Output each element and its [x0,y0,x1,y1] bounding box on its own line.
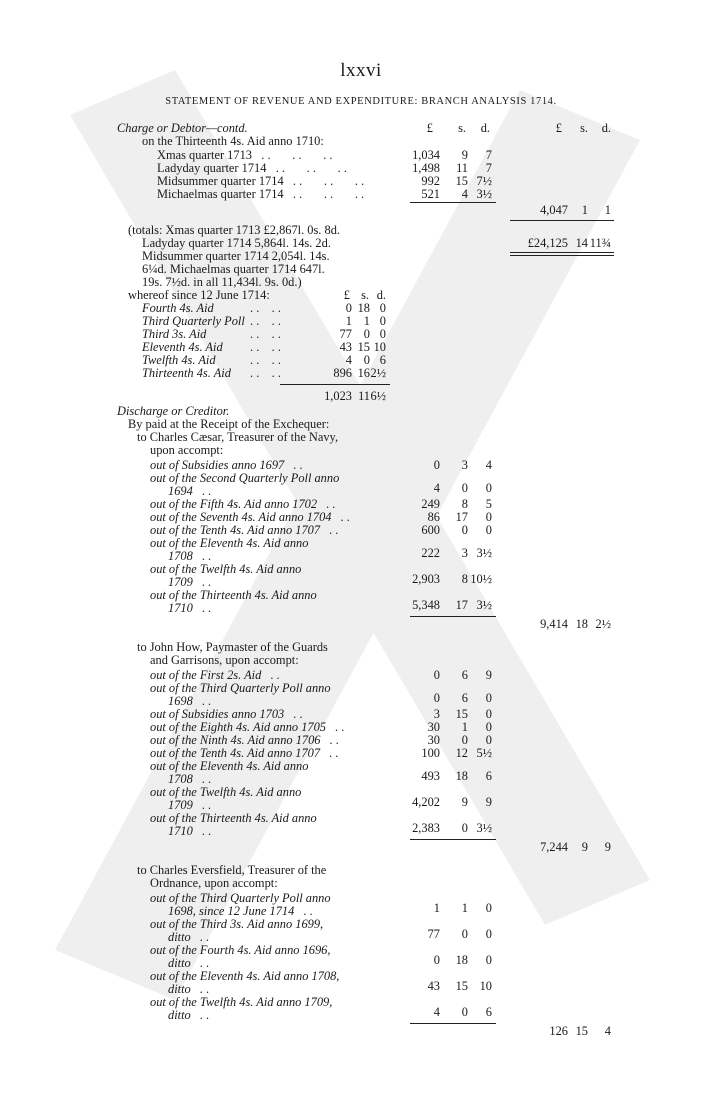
unit-pence-col2: d. [601,121,611,135]
item-label: out of the Thirteenth 4s. Aid anno [150,811,317,825]
g0-item-3-pounds: 86 [427,510,440,524]
g0-item-0-shillings: 3 [461,458,468,472]
g1-item-8-pence: 3½ [476,821,492,835]
g0-item-2-pounds: 249 [421,497,440,511]
unit-shillings-col2: s. [580,121,588,135]
whereof-4-pounds: 4 [345,353,352,367]
g2-item-0-shillings: 1 [461,901,468,915]
leader-dots: . . . . [250,340,281,354]
quarter-3-pence: 3½ [476,187,492,201]
g1-item-7-pence: 9 [485,795,492,809]
totals-note-line: 19s. 7½d. in all 11,434l. 9s. 0d.) [142,275,302,289]
g2-item-3-pence: 10 [479,979,492,993]
whereof-total-shillings: 11 [358,389,370,403]
g1-item-6-pounds: 493 [421,769,440,783]
totals-note-line: (totals: Xmas quarter 1713 £2,867l. 0s. 8d. [128,223,340,237]
g1-item-4-pence: 0 [485,733,492,747]
group-rule [410,839,496,840]
item-label: out of the Third 3s. Aid anno 1699, [150,917,324,931]
whereof-4-pence: 6 [379,353,386,367]
whereof-total-pounds: 1,023 [324,389,352,403]
g0-item-1-pence: 0 [485,481,492,495]
item-label: ditto . . [168,1008,210,1022]
whereof-1-pounds: 1 [345,314,352,328]
payee-line: to Charles Cæsar, Treasurer of the Navy, [137,430,339,444]
page-heading: STATEMENT OF REVENUE AND EXPENDITURE: BRANCH ANALYSIS 1714. [165,96,557,107]
item-label: out of the Twelfth 4s. Aid anno [150,562,302,576]
g2-item-1-shillings: 0 [461,927,468,941]
g0-item-6-pounds: 2,903 [412,572,440,586]
whereof-unit-shillings: s. [361,288,369,302]
discharge-intro: By paid at the Receipt of the Exchequer: [128,417,330,431]
totals-note-line: Ladyday quarter 1714 5,864l. 14s. 2d. [142,236,331,250]
item-label: 1709 . . [168,575,212,589]
g1-item-0-pence: 9 [485,668,492,682]
item-label: out of the Tenth 4s. Aid anno 1707 . . [150,523,339,537]
grand-total-pence: 11¾ [589,236,611,250]
g1-item-5-pence: 5½ [476,746,492,760]
quarter-1-shillings: 11 [456,161,468,175]
g0-item-0-pence: 4 [485,458,492,472]
grand-total-rule-2 [510,255,614,256]
whereof-unit-pounds: £ [343,288,350,302]
g1-item-7-pounds: 4,202 [412,795,440,809]
whereof-label: Fourth 4s. Aid [142,301,214,315]
g2-item-3-shillings: 15 [455,979,468,993]
g2-total-shillings: 15 [575,1024,588,1038]
g2-total-pence: 4 [604,1024,611,1038]
item-label: out of the Fourth 4s. Aid anno 1696, [150,943,331,957]
g0-item-0-pounds: 0 [433,458,440,472]
quarter-label: Michaelmas quarter 1714 . . . . . . [157,187,365,201]
item-label: 1698, since 12 June 1714 . . [168,904,313,918]
quarter-label: Midsummer quarter 1714 . . . . . . [157,174,365,188]
g1-item-8-shillings: 0 [461,821,468,835]
item-label: out of the Ninth 4s. Aid anno 1706 . . [150,733,340,747]
whereof-label: Twelfth 4s. Aid [142,353,216,367]
quarter-0-pounds: 1,034 [412,148,440,162]
item-label: out of the Twelfth 4s. Aid anno [150,785,302,799]
g1-item-3-pounds: 30 [427,720,440,734]
g1-item-1-pounds: 0 [433,691,440,705]
g0-total-shillings: 18 [575,617,588,631]
item-label: out of the Third Quarterly Poll anno [150,891,331,905]
whereof-4-shillings: 0 [363,353,370,367]
g0-item-4-pounds: 600 [421,523,440,537]
g0-item-4-shillings: 0 [461,523,468,537]
g1-item-2-shillings: 15 [455,707,468,721]
g2-item-2-shillings: 18 [455,953,468,967]
leader-dots: . . . . [250,314,281,328]
g0-item-5-pence: 3½ [476,546,492,560]
g0-item-3-shillings: 17 [455,510,468,524]
whereof-5-shillings: 16 [357,366,370,380]
leader-dots: . . . . [250,353,281,367]
quarter-0-pence: 7 [485,148,492,162]
whereof-rule [280,384,390,385]
g0-item-3-pence: 0 [485,510,492,524]
charge-subtotal-pence: 1 [604,203,611,217]
item-label: out of the Eighth 4s. Aid anno 1705 . . [150,720,345,734]
g1-item-2-pounds: 3 [433,707,440,721]
charge-title: Charge or Debtor—contd. [117,121,248,135]
quarter-1-pence: 7 [485,161,492,175]
payee-line: upon accompt: [150,443,224,457]
g1-item-5-pounds: 100 [421,746,440,760]
g2-item-2-pence: 0 [485,953,492,967]
payee-line: and Garrisons, upon accompt: [150,653,299,667]
leader-dots: . . . . [250,366,281,380]
quarter-3-shillings: 4 [461,187,468,201]
item-label: out of Subsidies anno 1703 . . [150,707,303,721]
g0-item-7-pounds: 5,348 [412,598,440,612]
payee-line: to Charles Eversfield, Treasurer of the [137,863,327,877]
g1-item-5-shillings: 12 [455,746,468,760]
g2-item-4-pounds: 4 [433,1005,440,1019]
whereof-2-pounds: 77 [339,327,352,341]
item-label: 1698 . . [168,694,212,708]
item-label: out of the Tenth 4s. Aid anno 1707 . . [150,746,339,760]
grand-total-shillings: 14 [575,236,588,250]
g1-total-shillings: 9 [581,840,588,854]
leader-dots: . . . . [250,301,281,315]
g2-item-4-pence: 6 [485,1005,492,1019]
unit-shillings-col1: s. [458,121,466,135]
g2-item-3-pounds: 43 [427,979,440,993]
whereof-label: Eleventh 4s. Aid [142,340,223,354]
item-label: out of the Eleventh 4s. Aid anno 1708, [150,969,340,983]
item-label: 1708 . . [168,772,212,786]
whereof-3-pence: 10 [373,340,386,354]
g1-item-3-pence: 0 [485,720,492,734]
whereof-0-shillings: 18 [357,301,370,315]
totals-note-line: Midsummer quarter 1714 2,054l. 14s. [142,249,330,263]
whereof-0-pounds: 0 [345,301,352,315]
g1-item-3-shillings: 1 [461,720,468,734]
g1-item-2-pence: 0 [485,707,492,721]
g0-total-pounds: 9,414 [540,617,568,631]
g1-total-pounds: 7,244 [540,840,568,854]
g1-item-6-pence: 6 [485,769,492,783]
g0-item-1-shillings: 0 [461,481,468,495]
quarter-2-pence: 7½ [476,174,492,188]
group-rule [410,616,496,617]
grand-total-rule-1 [510,252,614,253]
whereof-label: Third Quarterly Poll [142,314,245,328]
item-label: ditto . . [168,930,210,944]
whereof-3-shillings: 15 [357,340,370,354]
g1-item-8-pounds: 2,383 [412,821,440,835]
g2-item-4-shillings: 0 [461,1005,468,1019]
g0-item-1-pounds: 4 [433,481,440,495]
subtotal-rule [510,220,614,221]
whereof-2-pence: 0 [379,327,386,341]
g1-total-pence: 9 [604,840,611,854]
item-label: ditto . . [168,982,210,996]
g1-item-1-pence: 0 [485,691,492,705]
item-label: out of the Twelfth 4s. Aid anno 1709, [150,995,333,1009]
payee-line: Ordnance, upon accompt: [150,876,278,890]
page-number: lxxvi [340,60,382,81]
item-label: out of the First 2s. Aid . . [150,668,280,682]
whereof-1-shillings: 1 [363,314,370,328]
g2-total-pounds: 126 [549,1024,568,1038]
whereof-2-shillings: 0 [363,327,370,341]
charge-subtotal-shillings: 1 [581,203,588,217]
quarter-2-pounds: 992 [421,174,440,188]
item-label: out of Subsidies anno 1697 . . [150,458,303,472]
totals-note-line: 6¼d. Michaelmas quarter 1714 647l. [142,262,325,276]
whereof-intro: whereof since 12 June 1714: [128,288,270,302]
leader-dots: . . . . [250,327,281,341]
g1-item-1-shillings: 6 [461,691,468,705]
whereof-1-pence: 0 [379,314,386,328]
g1-item-7-shillings: 9 [461,795,468,809]
quarter-0-shillings: 9 [461,148,468,162]
discharge-title: Discharge or Creditor. [117,404,230,418]
g1-item-0-pounds: 0 [433,668,440,682]
g2-item-0-pence: 0 [485,901,492,915]
g0-item-7-pence: 3½ [476,598,492,612]
group-rule [410,1023,496,1024]
item-label: out of the Second Quarterly Poll anno [150,471,340,485]
g2-item-2-pounds: 0 [433,953,440,967]
item-label: 1709 . . [168,798,212,812]
item-label: out of the Seventh 4s. Aid anno 1704 . . [150,510,351,524]
charge-subtotal-pounds: 4,047 [540,203,568,217]
g1-item-4-shillings: 0 [461,733,468,747]
g0-item-7-shillings: 17 [455,598,468,612]
unit-pounds-col1: £ [426,121,433,135]
quarter-2-shillings: 15 [455,174,468,188]
g0-item-4-pence: 0 [485,523,492,537]
whereof-5-pounds: 896 [333,366,352,380]
quarter-label: Xmas quarter 1713 . . . . . . [157,148,333,162]
whereof-label: Thirteenth 4s. Aid [142,366,231,380]
item-label: out of the Third Quarterly Poll anno [150,681,331,695]
g0-total-pence: 2½ [595,617,611,631]
item-label: out of the Eleventh 4s. Aid anno [150,759,309,773]
g0-item-6-pence: 10½ [470,572,492,586]
payee-line: to John How, Paymaster of the Guards [137,640,328,654]
whereof-3-pounds: 43 [339,340,352,354]
g2-item-0-pounds: 1 [433,901,440,915]
grand-total-pounds: £24,125 [527,236,568,250]
whereof-total-pence: 6½ [370,389,386,403]
unit-pounds-col2: £ [555,121,562,135]
item-label: out of the Fifth 4s. Aid anno 1702 . . [150,497,336,511]
item-label: 1710 . . [168,824,212,838]
item-label: 1708 . . [168,549,212,563]
whereof-5-pence: 2½ [370,366,386,380]
g1-item-4-pounds: 30 [427,733,440,747]
item-label: ditto . . [168,956,210,970]
quarter-rule [410,202,496,203]
g0-item-2-shillings: 8 [461,497,468,511]
g1-item-6-shillings: 18 [455,769,468,783]
whereof-label: Third 3s. Aid [142,327,207,341]
g0-item-2-pence: 5 [485,497,492,511]
g1-item-0-shillings: 6 [461,668,468,682]
quarter-1-pounds: 1,498 [412,161,440,175]
g0-item-5-shillings: 3 [461,546,468,560]
quarter-3-pounds: 521 [421,187,440,201]
item-label: out of the Thirteenth 4s. Aid anno [150,588,317,602]
g2-item-1-pounds: 77 [427,927,440,941]
whereof-0-pence: 0 [379,301,386,315]
unit-pence-col1: d. [480,121,490,135]
g2-item-1-pence: 0 [485,927,492,941]
g0-item-6-shillings: 8 [461,572,468,586]
whereof-unit-pence: d. [376,288,386,302]
g0-item-5-pounds: 222 [421,546,440,560]
charge-intro: on the Thirteenth 4s. Aid anno 1710: [142,134,324,148]
item-label: 1710 . . [168,601,212,615]
item-label: 1694 . . [168,484,212,498]
item-label: out of the Eleventh 4s. Aid anno [150,536,309,550]
quarter-label: Ladyday quarter 1714 . . . . . . [157,161,347,175]
